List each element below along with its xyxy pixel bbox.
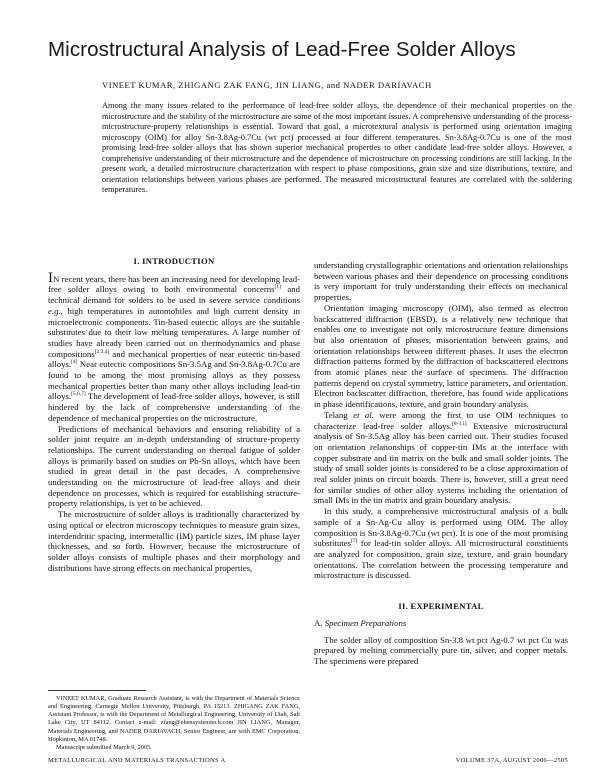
- left-column: [48, 256, 300, 573]
- text-run: , high temperatures in automobiles and high current density in microelectronic components. Tin-based eutectic alloys are the suitable substitutes due to their low melting temperatures. A large number of studies have already been carried out on thermodynamics and phase compositions: [48, 305, 300, 359]
- text-run: were among the first to use OIM techniques to characterize lead-free solder alloys.: [314, 409, 568, 431]
- text-run: et al.: [353, 409, 374, 420]
- subsection-heading: [314, 618, 568, 629]
- citation: [7]: [350, 538, 358, 545]
- text-run: Telang: [324, 409, 354, 420]
- footnote-submitted: Manuscript submitted March 9, 2005.: [56, 743, 152, 751]
- citation: [4]: [71, 359, 78, 366]
- footnote-affiliations: VINEET KUMAR, Graduate Research Assistant, is with the Department of Materials Science and Engineering, Carnegie Mellon University, Pittsburgh, PA 15213. ZHIGANG ZAK FANG, Assistant Professor, is with the Department of Metallurgical Engineering, University of Utah, Salt Lake City, UT 84112. Contact e-mail: zfang@ehensystemtech.com JIN LIANG, Manager, Materials Engineering, and NADER DARIAVACH, Senior Engineer, are with EMC Corporation, Hopkinton, MA 01748.: [48, 695, 300, 743]
- author-list: VINEET KUMAR, ZHIGANG ZAK FANG, JIN LIANG, and NADER DARIAVACH: [102, 80, 432, 90]
- author-footnote: [48, 695, 300, 752]
- right-column: [314, 260, 568, 667]
- intro-paragraph-4: Orientation imaging microscopy (OIM), also termed as electron backscattered diffraction (EBSD), is a relatively new technique that enables one to investigate not only microstructure feature dimensions but also orientation of phases, misorientation between grains, and orientation relationships between different phases. It uses the electron diffraction patterns formed by the diffraction of backscattered electrons from atomic planes near the surface of specimens. The diffraction patterns depend on crystal symmetry, lattice parameters, and orientation. Electron backscatter diffraction, therefore, has found wide applications in phase identifications, texture, and grain boundary analysis.: [314, 302, 568, 410]
- text-run: for lead-tin solder alloys. All microstructural constituents are analyzed for composition, grain size, texture, and grain boundary orientations. The correlation between the processing temperature and microstructure is discussed.: [314, 538, 568, 581]
- intro-paragraph-5: [314, 410, 568, 506]
- intro-paragraph-2: Predictions of mechanical behaviors and ensuring reliability of a solder joint require an in-depth understanding of structure-property relationships. The current understanding on thermal fatigue of solder alloys is primarily based on studies on Pb-Sn alloys, which have been studied in great detail in the past decades. A comprehensive understanding on the microstructure of lead-free alloys and their dependence on processes, which is required for establishing structure-property relationships, is yet to be achieved.: [48, 423, 300, 509]
- intro-paragraph-3: The microstructure of solder alloys is traditionally characterized by using optical or electron microscopy techniques to measure grain sizes, interdendritic spacing, intermetallic (IM) particle sizes, IM phase layer thicknesses, and so forth. However, because the microstructure of solder alloys consists of multiple phases and their morphology and distributions have strong effects on mechanical properties,: [48, 509, 300, 573]
- text-run: Extensive microstructural analysis of Sn-3.5Ag alloy has been carried out. Their studies focused on orientation relationships of copper-tin IMs at the interface with copper substrate and tin matrix on the bulk and small solder joints. The study of small solder joints is considered to be a close approximation of real solder joints on circuit boards. There is, however, still a great need for similar studies of other alloy systems including the orientation of small IMs in the tin matrix and grain boundary analysis.: [314, 420, 568, 506]
- volume-page: VOLUME 37A, AUGUST 2006—2505: [455, 757, 568, 764]
- text-run: In this study, a comprehensive microstructural analysis of a bulk sample of a Sn-Ag-Cu alloy is performed using OIM. The alloy composition is Sn-3.8Ag-0.7Cu (wt pct). It is one of the most promising substitutes: [314, 506, 568, 549]
- intro-paragraph-3-cont: understanding crystallographic orientations and orientation relationships between various phases and their dependence on processing conditions is very important for truly understanding their effects on mechanical properties.: [314, 260, 568, 303]
- intro-paragraph-1: [48, 269, 300, 424]
- citation: [2,3,4]: [94, 348, 110, 355]
- text-run: and mechanical properties of near eutectic tin-based alloys.: [48, 348, 300, 370]
- text-run: The development of lead-free solder alloys, however, is still hindered by the lack of comprehensive understanding of the dependence of mechanical properties on the microstructure.: [48, 391, 300, 423]
- text-run: N recent years, there has been an increasing need for developing lead-free solder alloys owing to both environmental concerns: [48, 273, 300, 295]
- section-heading-introduction: I. INTRODUCTION: [133, 256, 215, 266]
- experimental-paragraph-1: The solder alloy of composition Sn-3.8 wt pct Ag-0.7 wt pct Cu was prepared by melting commercially pure tin, silver, and copper metals. The specimens were prepared: [314, 634, 568, 666]
- text-run: and technical demand for solders to be used in severe service conditions: [48, 284, 300, 306]
- text-run: Near eutectic compositions Sn-3.5Ag and Sn-3.8Ag-0.7Cu are found to be among the most promising alloys as they possess mechanical properties better than many other alloys including lead-tin alloys.: [48, 359, 300, 402]
- citation: [8–11]: [452, 420, 467, 427]
- footnote-rule: [48, 690, 146, 691]
- intro-paragraph-6: [314, 506, 568, 581]
- citation: [5,6,7]: [71, 391, 86, 398]
- subsection-number: A.: [314, 617, 323, 628]
- citation: [1]: [274, 284, 281, 291]
- abstract: Among the many issues related to the performance of lead-free solder alloys, the dependence of their mechanical properties on the microstructure and the stability of the microstructure are some of the most important issues. A comprehensive understanding of the process-microstructure-property relationships is essential. Toward that goal, a microtextural analysis is performed using orientation imaging microscopy (OIM) for alloy Sn-3.8Ag-0.7Cu (wt pct) processed at four different temperatures. Sn-3.8Ag-0.7Cu is one of the most promising lead-free solder alloys that has shown superior mechanical properties to other candidate lead-free solder alloys. However, a comprehensive understanding of their microstructure and the dependence of microstructure on processing conditions are still lacking. In the present work, a detailed microstructure characterization with respect to phase compositions, grain size and size distributions, texture, and orientation relationships between various phases are performed. The measured microstructural features are correlated with the soldering temperatures.: [102, 101, 572, 195]
- subsection-title: Specimen Preparations: [324, 617, 407, 628]
- paper-title: Microstructural Analysis of Lead-Free Solder Alloys: [48, 38, 516, 61]
- journal-name: METALLURGICAL AND MATERIALS TRANSACTIONS A: [48, 757, 226, 764]
- section-heading-experimental: II. EXPERIMENTAL: [398, 601, 484, 612]
- drop-cap: I: [48, 269, 53, 286]
- text-run: e.g.: [48, 305, 61, 316]
